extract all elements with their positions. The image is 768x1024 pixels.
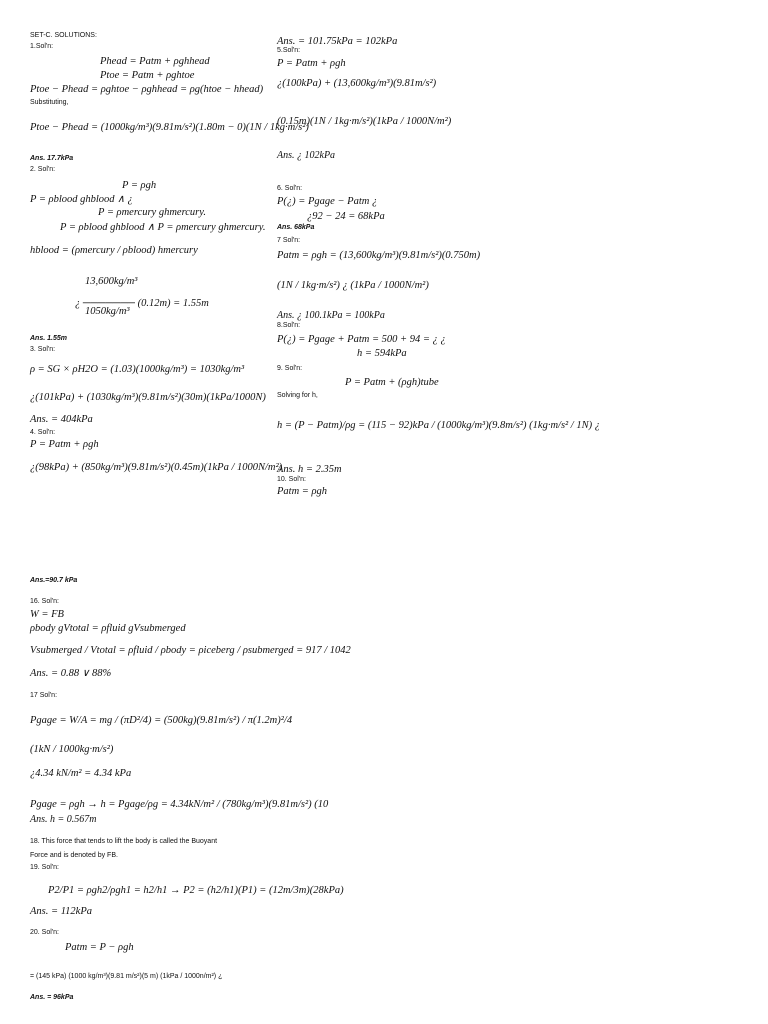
- solution-line: P = ρblood ghblood ∧ P = ρmercury ghmercury.: [60, 222, 266, 233]
- solution-line: Ans. = 96kPa: [30, 994, 74, 1001]
- solution-line: 4. Sol'n:: [30, 429, 56, 436]
- solution-line: (1kN / 1000kg·m/s²): [30, 744, 114, 755]
- solution-line: P = ρgh: [122, 180, 157, 191]
- solution-line: P = Patm + ρgh: [30, 439, 99, 450]
- solution-line: Ans. = 101.75kPa = 102kPa: [277, 36, 398, 47]
- solution-line: P2/P1 = ρgh2/ρgh1 = h2/h1 → P2 = (h2/h1)(P1) = (12m/3m)(28kPa): [48, 885, 344, 896]
- solution-line: 5.Sol'n:: [277, 47, 301, 54]
- solution-line: Pgage = W/A = mg / (πD²/4) = (500kg)(9.81m/s²) / π(1.2m)²/4: [30, 715, 293, 726]
- solution-line: Ptoe = Patm + ρghtoe: [100, 70, 195, 81]
- solution-line: 1050kg/m³: [85, 306, 130, 317]
- solution-line: Ptoe − Phead = (1000kg/m³)(9.81m/s²)(1.80m − 0)(1N / 1kg·m/s²): [30, 122, 309, 133]
- solution-line: Ans. 1.55m: [30, 335, 67, 342]
- solution-line: ¿ ─────── (0.12m) = 1.55m: [75, 298, 209, 309]
- solution-line: 17 Sol'n:: [30, 692, 58, 699]
- solution-line: = (145 kPa) (1000 kg/m³)(9.81 m/s²)(5 m) (1kPa / 1000n/m²) ¿: [30, 973, 223, 980]
- solution-line: (0.15m)(1N / 1kg·m/s²)(1kPa / 1000N/m²): [277, 116, 452, 127]
- solution-line: Patm = ρgh = (13,600kg/m³)(9.81m/s²)(0.750m): [277, 250, 481, 261]
- solution-line: 18. This force that tends to lift the body is called the Buoyant: [30, 838, 218, 845]
- solution-line: Substituting,: [30, 99, 69, 106]
- solution-line: Phead = Patm + ρghhead: [100, 56, 210, 67]
- solution-line: P = ρmercury ghmercury.: [98, 207, 206, 218]
- solution-line: P = ρblood ghblood ∧ ¿: [30, 194, 133, 205]
- solution-line: Ans. = 404kPa: [30, 414, 93, 425]
- solution-line: Ans. = 112kPa: [30, 906, 93, 917]
- solution-line: Pgage = ρgh → h = Pgage/ρg = 4.34kN/m² / (780kg/m³)(9.81m/s²) (10: [30, 799, 329, 810]
- solution-line: Ans. 17.7kPa: [30, 155, 74, 162]
- solution-line: ρbody gVtotal = ρfluid gVsubmerged: [30, 623, 186, 634]
- solution-line: ¿4.34 kN/m² = 4.34 kPa: [30, 768, 132, 779]
- solution-line: Ans. ¿ 100.1kPa = 100kPa: [277, 310, 385, 321]
- solution-line: Ans.=90.7 kPa: [30, 577, 78, 584]
- solution-line: 3. Sol'n:: [30, 346, 56, 353]
- solution-line: P(¿) = Pgage − Patm ¿: [277, 196, 378, 207]
- solution-line: P(¿) = Pgage + Patm = 500 + 94 = ¿ ¿: [277, 334, 446, 345]
- solution-line: 6. Sol'n:: [277, 185, 303, 192]
- solution-line: Ans. 68kPa: [277, 224, 315, 231]
- solution-line: ¿92 − 24 = 68kPa: [307, 211, 385, 222]
- solution-line: 13,600kg/m³: [85, 276, 138, 287]
- solution-line: P = Patm + (ρgh)tube: [345, 377, 439, 388]
- solution-line: Patm = ρgh: [277, 486, 328, 497]
- solution-line: Ans. h = 0.567m: [30, 814, 97, 825]
- solution-line: 1.Sol'n:: [30, 43, 54, 50]
- solution-line: Ans. ¿ 102kPa: [277, 150, 336, 161]
- solution-line: W = FB: [30, 609, 64, 620]
- solution-line: (1N / 1kg·m/s²) ¿ (1kPa / 1000N/m²): [277, 280, 429, 291]
- solution-line: Force and is denoted by FB.: [30, 852, 118, 859]
- solution-line: Vsubmerged / Vtotal = ρfluid / ρbody = ρiceberg / ρsubmerged = 917 / 1042: [30, 645, 351, 656]
- solution-line: Ans. = 0.88 ∨ 88%: [30, 668, 112, 679]
- solution-line: 20. Sol'n:: [30, 929, 59, 936]
- solution-line: h = 594kPa: [357, 348, 407, 359]
- solution-line: 7 Sol'n:: [277, 237, 301, 244]
- solution-line: 10. Sol'n:: [277, 476, 306, 483]
- solution-line: Patm = P − ρgh: [65, 942, 134, 953]
- solution-line: 2. Sol'n:: [30, 166, 56, 173]
- solution-line: SET-C. SOLUTIONS:: [30, 32, 97, 39]
- solution-line: ¿(101kPa) + (1030kg/m³)(9.81m/s²)(30m)(1kPa/1000N): [30, 392, 266, 403]
- solution-line: h = (P − Patm)/ρg = (115 − 92)kPa / (1000kg/m³)(9.8m/s²) (1kg·m/s² / 1N) ¿: [277, 420, 600, 431]
- solution-line: Ptoe − Phead = ρghtoe − ρghhead = ρg(htoe − hhead): [30, 84, 264, 95]
- solution-line: P = Patm + ρgh: [277, 58, 346, 69]
- solution-line: 9. Sol'n:: [277, 365, 303, 372]
- solution-line: 8.Sol'n:: [277, 322, 301, 329]
- solution-line: ¿(100kPa) + (13,600kg/m³)(9.81m/s²): [277, 78, 437, 89]
- solution-line: Ans. h = 2.35m: [277, 464, 342, 475]
- solution-line: 19. Sol'n:: [30, 864, 59, 871]
- solution-line: ¿(98kPa) + (850kg/m³)(9.81m/s²)(0.45m)(1kPa / 1000N/m²): [30, 462, 283, 473]
- solution-line: ρ = SG × ρH2O = (1.03)(1000kg/m³) = 1030kg/m³: [30, 364, 245, 375]
- solution-line: hblood = (ρmercury / ρblood) hmercury: [30, 245, 198, 256]
- solution-line: Solving for h,: [277, 392, 318, 399]
- solution-line: 16. Sol'n:: [30, 598, 59, 605]
